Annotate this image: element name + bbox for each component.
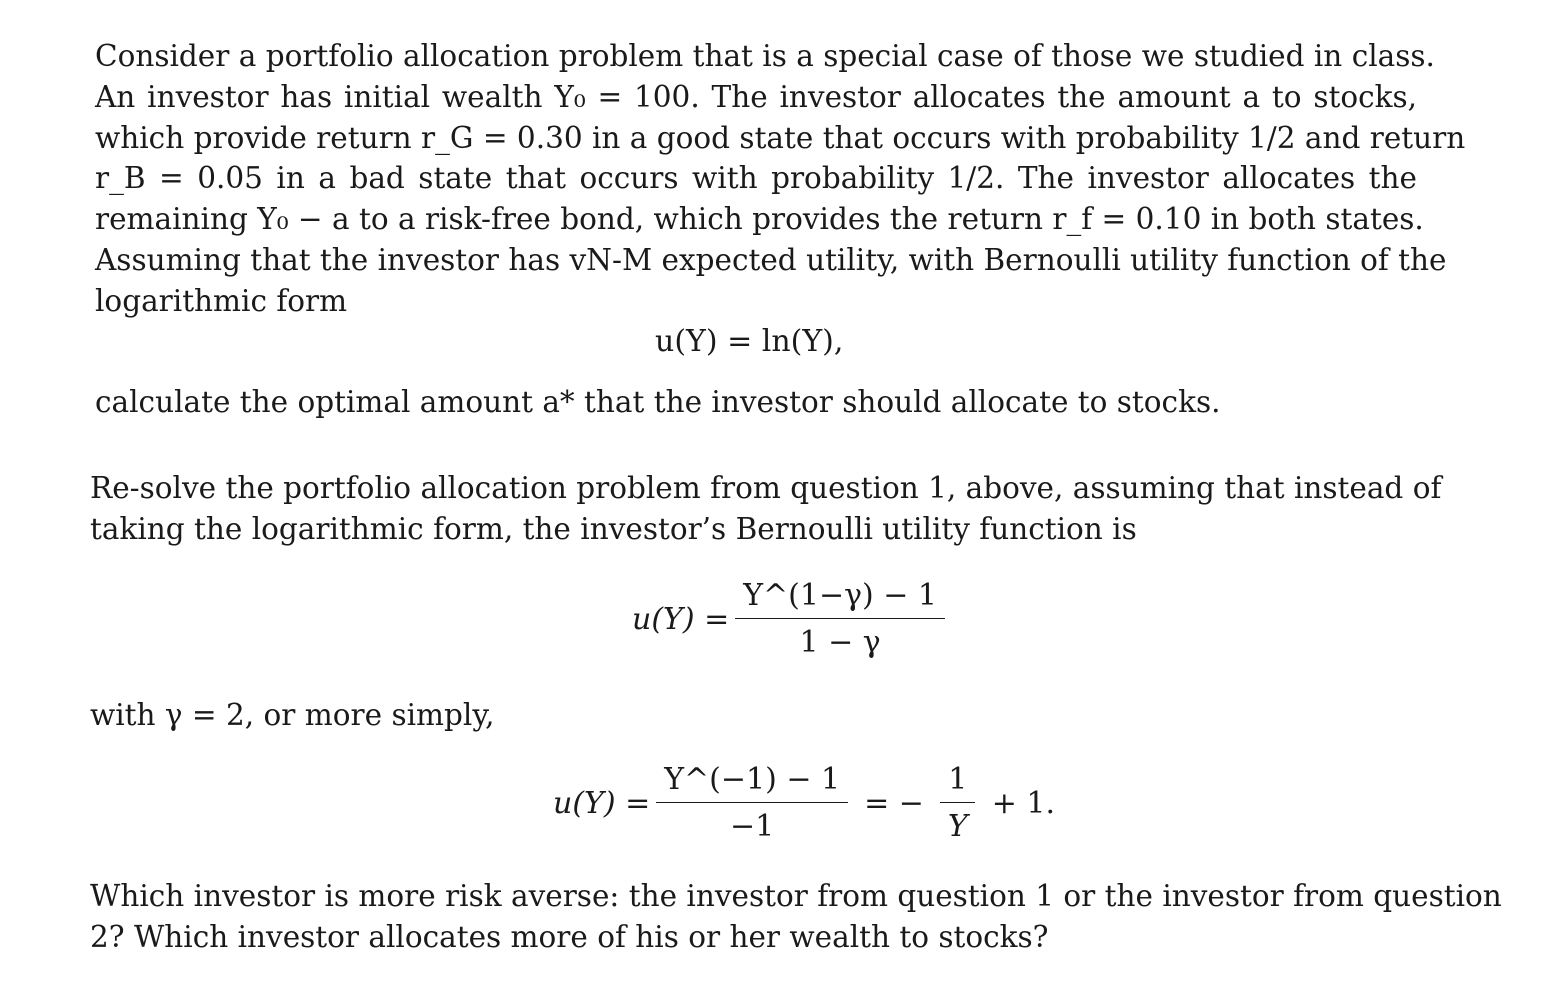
crra-lhs: u(Y) =	[632, 602, 730, 637]
q1-line-3: which provide return r_G = 0.30 in a good state that occurs with probability 1/2 and return	[95, 120, 1466, 155]
question-2-paragraph	[90, 468, 1442, 550]
q1-line-2: An investor has initial wealth Y₀ = 100. The investor allocates the amount a to stocks,	[95, 79, 1417, 114]
simplified-fraction-1-numerator: Y^(−1) − 1	[656, 762, 848, 803]
simplified-equals-minus: = −	[864, 786, 924, 821]
question-3-paragraph	[90, 876, 1502, 958]
q3-line-2: 2? Which investor allocates more of his or her wealth to stocks?	[90, 919, 1049, 954]
q1-line-5: remaining Y₀ − a to a risk-free bond, which provides the return r_f = 0.10 in both states.	[95, 202, 1424, 237]
crra-fraction	[735, 578, 945, 661]
q2-line-2: taking the logarithmic form, the investor’s Bernoulli utility function is	[90, 511, 1137, 546]
log-utility-equation-text: u(Y) = ln(Y),	[655, 324, 844, 359]
q1-line-7: logarithmic form	[95, 283, 348, 318]
crra-denominator: 1 − γ	[799, 625, 881, 660]
simplified-fraction-2	[940, 762, 976, 845]
q1-closing-line: calculate the optimal amount a* that the investor should allocate to stocks.	[95, 385, 1221, 419]
q1-line-4: r_B = 0.05 in a bad state that occurs with probability 1/2. The investor allocates the	[95, 161, 1417, 196]
crra-utility-equation	[632, 578, 951, 661]
simplified-lhs: u(Y) =	[553, 786, 651, 821]
gamma-statement	[90, 695, 890, 736]
simplified-fraction-2-denominator: Y	[947, 809, 968, 844]
simplified-fraction-1-denominator: −1	[730, 809, 775, 844]
simplified-utility-equation	[553, 762, 1065, 845]
simplified-tail: + 1.	[991, 786, 1056, 821]
q2-line-1: Re-solve the portfolio allocation problem from question 1, above, assuming that instead of	[90, 471, 1442, 505]
simplified-fraction-1	[656, 762, 848, 845]
simplified-fraction-2-numerator: 1	[940, 762, 975, 803]
crra-numerator: Y^(1−γ) − 1	[735, 578, 945, 619]
question-1-paragraph	[95, 36, 1466, 322]
q1-line-6: Assuming that the investor has vN-M expected utility, with Bernoulli utility function of the	[95, 242, 1447, 277]
q1-line-1: Consider a portfolio allocation problem that is a special case of those we studied in class.	[95, 39, 1435, 73]
question-1-closing	[95, 382, 1417, 423]
gamma-statement-text: with γ = 2, or more simply,	[90, 698, 495, 732]
log-utility-equation	[655, 324, 843, 359]
q3-line-1: Which investor is more risk averse: the investor from question 1 or the investor from question	[90, 879, 1502, 913]
